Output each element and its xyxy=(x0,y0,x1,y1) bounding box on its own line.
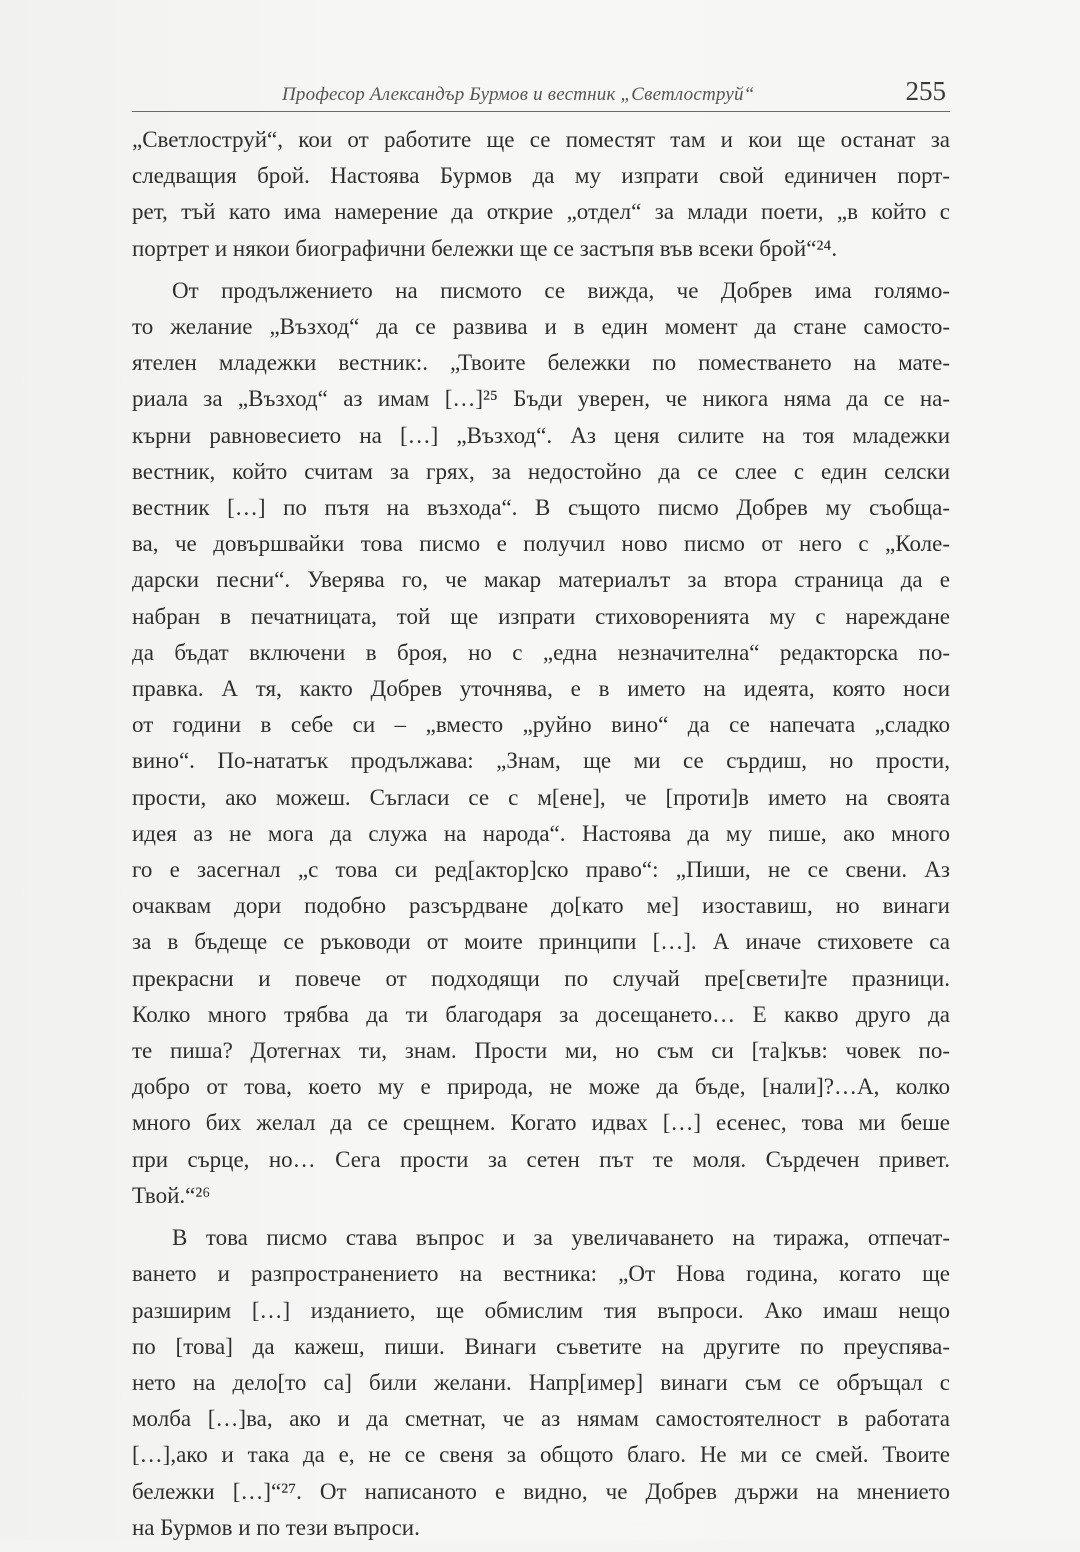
text-line: при сърце, но… Сега прости за сетен път те моля. Сърдечен привет. xyxy=(132,1146,950,1172)
text-line: нето на дело[то са] били желани. Напр[имер] винаги съм се обръщал с xyxy=(132,1369,950,1395)
text-line: ва, че довършвайки това писмо е получил ново писмо от него с „Коле- xyxy=(132,531,950,557)
text-line: прекрасни и повече от подходящи по случай пре[свети]те празници. xyxy=(132,965,950,991)
text-line: риала за „Възход“ аз имам […]²⁵ Бъди уверен, че никога няма да се на- xyxy=(132,386,950,412)
text-line: вино“. По-нататък продължава: „Знам, ще ми се сърдиш, но прости, xyxy=(132,748,950,774)
text-line: прости, ако можеш. Съгласи се с м[ене], че [проти]в името на своята xyxy=(132,784,950,810)
text-line: много бих желал да се срещнем. Когато идвах […] есенес, това ми беше xyxy=(132,1110,950,1136)
text-line: ятелен младежки вестник:. „Твоите бележки по поместването на мате- xyxy=(132,350,950,376)
body-text xyxy=(132,122,950,1552)
text-line: го е засегнал „с това си ред[актор]ско право“: „Пиши, не се свени. Аз xyxy=(132,857,950,883)
text-line: то желание „Възход“ да се развива и в един момент да стане самосто- xyxy=(132,314,950,340)
text-line: Колко много трябва да ти благодаря за досещането… Е какво друго да xyxy=(132,1001,950,1027)
page-header xyxy=(132,74,950,112)
text-line: портрет и някои биографични бележки ще се застъпя във всеки брой“²⁴. xyxy=(132,235,838,261)
text-line: на Бурмов и по тези въпроси. xyxy=(132,1514,420,1540)
text-line: кърни равновесието на […] „Възход“. Аз ценя силите на тоя младежки xyxy=(132,422,950,448)
text-line: следващия брой. Настоява Бурмов да му изпрати свой единичен порт- xyxy=(132,163,950,189)
text-line: В това писмо става въпрос и за увеличаването на тиража, отпечат- xyxy=(172,1225,950,1251)
text-line: бележки […]“²⁷. От написаното е видно, че Добрев държи на мнението xyxy=(132,1478,950,1504)
text-line: вестник […] по пътя на възхода“. В същото писмо Добрев му съобща- xyxy=(132,495,950,521)
text-line: вестник, който считам за грях, за недостойно да се слее с един селски xyxy=(132,458,950,484)
text-line: Твой.“²⁶ xyxy=(132,1182,211,1208)
header-rule xyxy=(132,111,950,112)
text-line: ването и разпространението на вестника: „От Нова година, когато ще xyxy=(132,1261,950,1287)
text-line: очаквам дори подобно разсърдване до[като ме] изоставиш, но винаги xyxy=(132,893,950,919)
running-title: Професор Александър Бурмов и вестник „Светлоструй“ xyxy=(282,84,755,105)
text-line: по [това] да кажеш, пиши. Винаги съветите на другите по преуспява- xyxy=(132,1333,950,1359)
text-line: идея аз не мога да служа на народа“. Настоява да му пише, ако много xyxy=(132,820,950,846)
text-line: От продължението на писмото се вижда, че Добрев има голямо- xyxy=(172,277,950,303)
text-line: молба […]ва, ако и да сметнат, че аз нямам самостоятелност в работата xyxy=(132,1406,950,1432)
text-line: добро от това, което му е природа, не може да бъде, [нали]?…А, колко xyxy=(132,1074,950,1100)
text-line: правка. А тя, както Добрев уточнява, е в името на идеята, която носи xyxy=(132,676,950,702)
text-line: те пиша? Дотегнах ти, знам. Прости ми, но съм си [та]къв: човек по- xyxy=(132,1038,950,1064)
paragraph xyxy=(132,122,950,267)
text-line: дарски песни“. Уверява го, че макар материалът за втора страница да е xyxy=(132,567,950,593)
text-line: от години в себе си – „вместо „руйно вино“ да се напечата „сладко xyxy=(132,712,950,738)
paragraph xyxy=(132,273,950,1214)
text-line: разширим […] изданието, ще обмислим тия въпроси. Ако имаш нещо xyxy=(132,1297,950,1323)
paragraph xyxy=(132,1220,950,1546)
text-line: „Светлоструй“, кои от работите ще се поместят там и кои ще останат за xyxy=(132,127,950,152)
text-line: […],ако и така да е, не се свеня за общото благо. Не ми се смей. Твоите xyxy=(132,1442,950,1468)
text-line: да бъдат включени в броя, но с „една незначителна“ редакторска по- xyxy=(132,639,950,665)
text-line: набран в печатницата, той ще изпрати стиховоренията му с нареждане xyxy=(132,603,950,629)
text-line: за в бъдеще се ръководи от моите принципи […]. А иначе стиховете са xyxy=(132,929,950,955)
page-number: 255 xyxy=(905,76,946,106)
text-line: рет, тъй като има намерение да открие „отдел“ за млади поети, „в който с xyxy=(132,199,950,225)
